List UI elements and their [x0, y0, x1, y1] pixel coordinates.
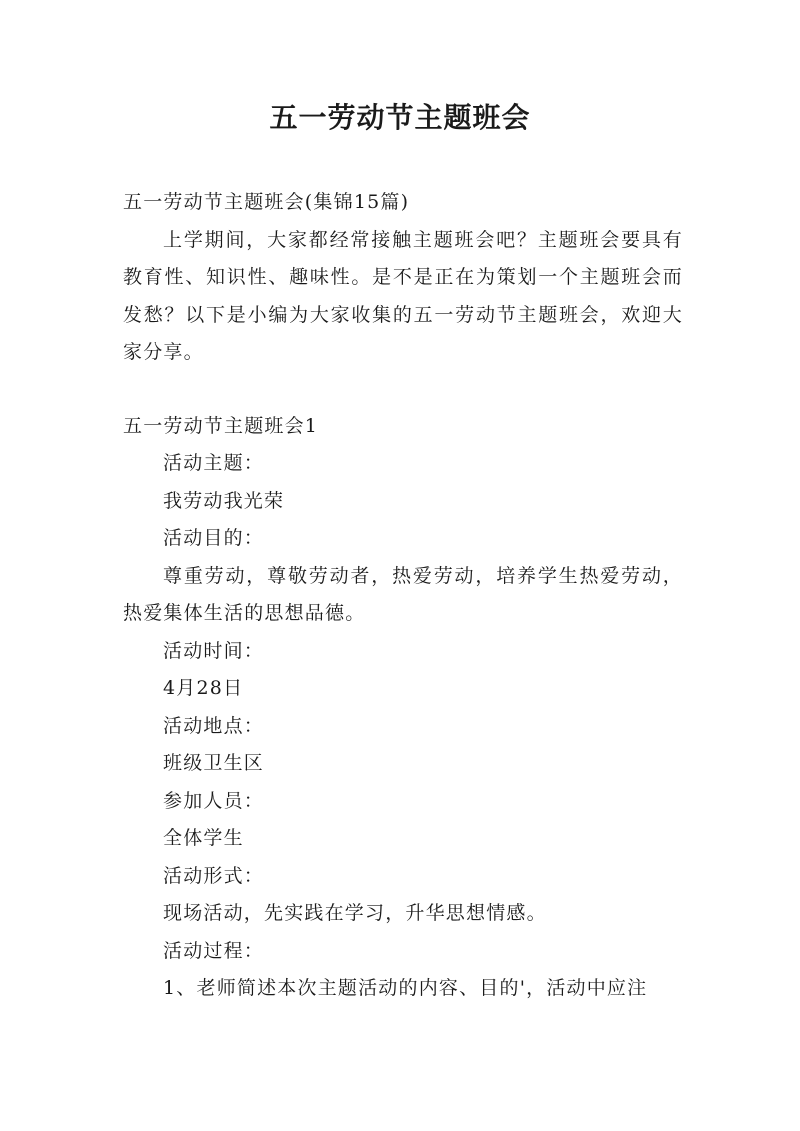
activity-process-label: 活动过程： — [163, 939, 265, 962]
activity-purpose-label: 活动目的： — [163, 527, 265, 549]
activity-time-value: 4月28日 — [163, 677, 244, 699]
activity-theme-value: 我劳动我光荣 — [163, 489, 285, 512]
page-title: 五一劳动节主题班会 — [269, 101, 531, 134]
document-subtitle: 五一劳动节主题班会(集锦15篇) — [123, 191, 410, 213]
participants-label: 参加人员： — [163, 789, 265, 812]
document-body — [123, 184, 683, 1008]
section-gap — [123, 372, 683, 408]
activity-form-label: 活动形式： — [163, 864, 265, 887]
participants-value: 全体学生 — [163, 827, 244, 849]
activity-process-step-1: 1、老师简述本次主题活动的内容、目的'，活动中应注 — [163, 977, 648, 999]
section-heading: 五一劳动节主题班会1 — [123, 414, 319, 437]
activity-location-value: 班级卫生区 — [163, 752, 265, 774]
activity-form-value: 现场活动，先实践在学习，升华思想情感。 — [163, 902, 547, 924]
activity-purpose-value: 尊重劳动，尊敬劳动者，热爱劳动，培养学生热爱劳动，热爱集体生活的思想品德。 — [123, 564, 683, 624]
activity-time-label: 活动时间： — [163, 639, 265, 662]
intro-paragraph: 上学期间，大家都经常接触主题班会吧？主题班会要具有教育性、知识性、趣味性。是不是正在为策划一个主题班会而发愁？以下是小编为大家收集的五一劳动节主题班会，欢迎大家分享。 — [123, 228, 683, 363]
activity-location-label: 活动地点： — [163, 714, 265, 737]
activity-theme-label: 活动主题： — [163, 452, 265, 474]
